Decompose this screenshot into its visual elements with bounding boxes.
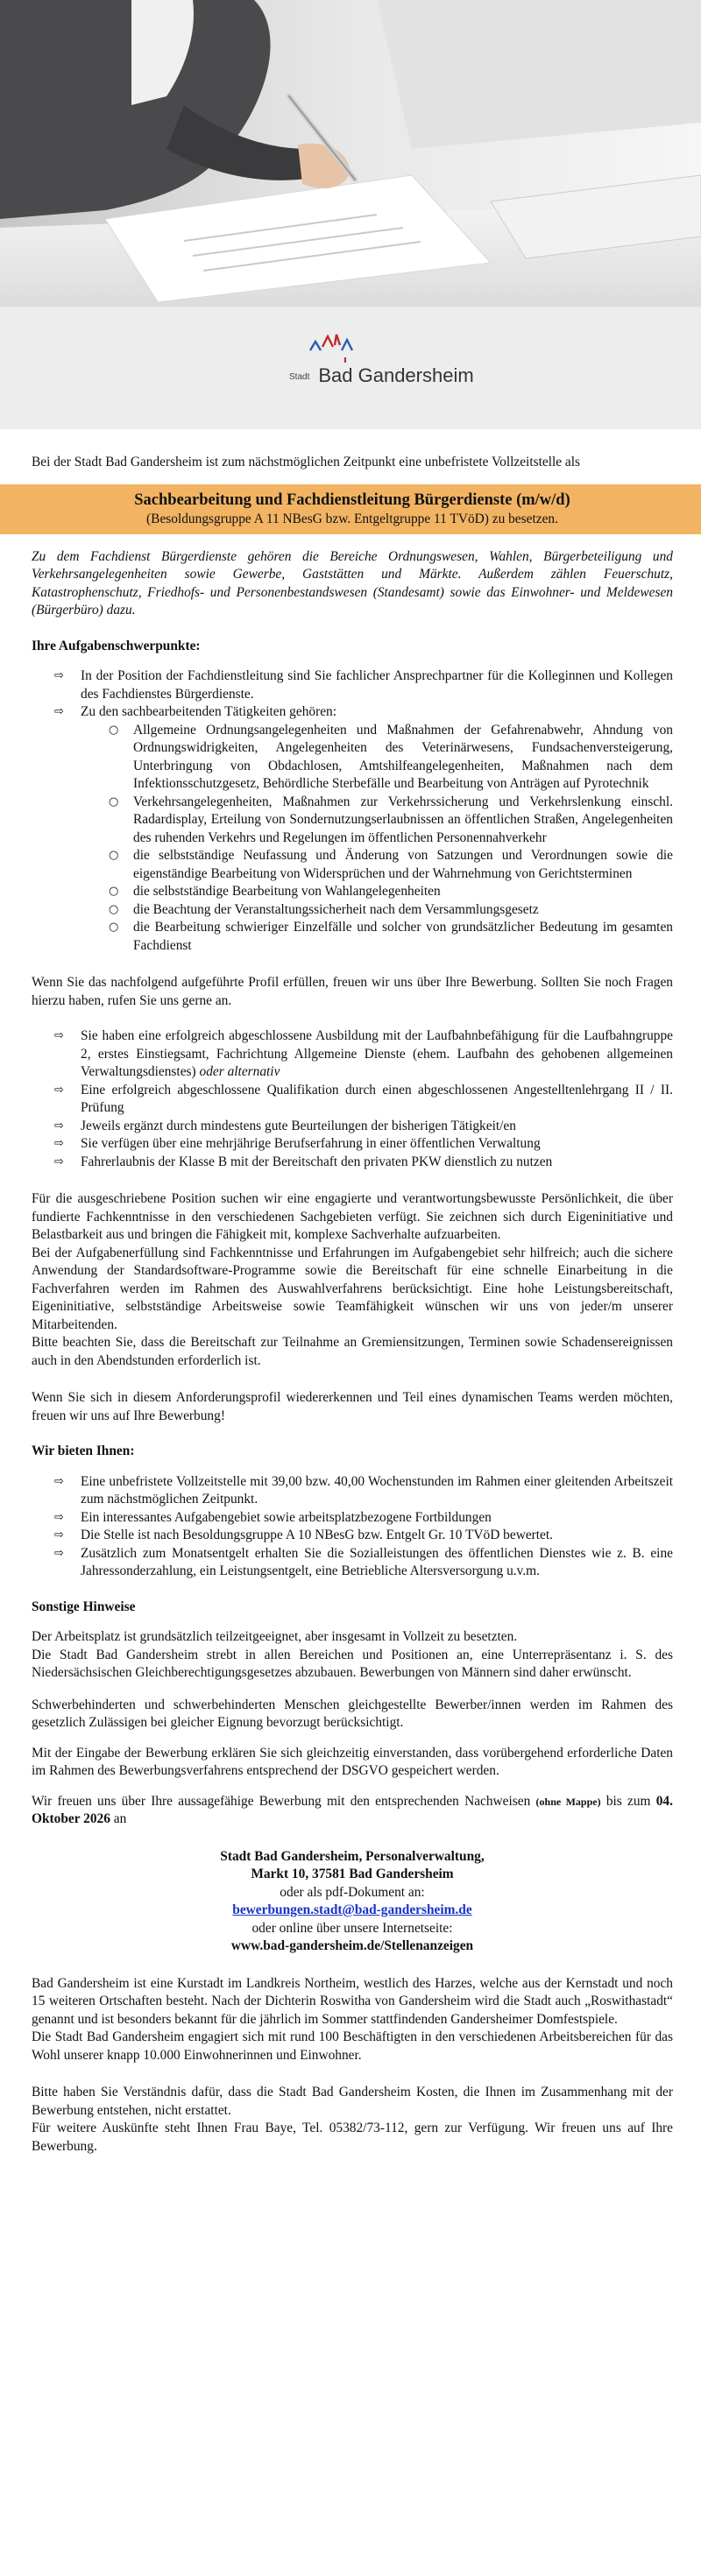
about-p1: Bad Gandersheim ist eine Kurstadt im Landkreis Northeim, westlich des Harzes, welche aus der Kernstadt und noch 15 weiteren Ortschaften besteht. Nach der Dichterin Roswitha von Gandersheim wird die Stadt auch „Roswithastadt“ genannt und ist besonders bekannt für die jährlich im Sommer stattfindenden Gandersheimer Domfestspiele.	[32, 1975, 673, 2027]
logo-name: Bad Gandersheim	[318, 364, 474, 386]
arrow-icon: ⇨	[54, 1137, 64, 1150]
list-item: ○ Allgemeine Ordnungsangelegenheiten und Maßnahmen der Gefahrenabwehr, Ahndung von Ordnungswidrigkeiten, Angelegenheiten des Veterinärwesens, Fundsachenversteigerung, Unterbringung von Obdachlosen, Amtshilfeangelegenheiten, Maßnahmen nach dem Infektionsschutzgesetz, Behördliche Sterbefälle und Bearbeitung von Anträgen auf Pyrotechnik	[109, 722, 673, 791]
list-item: ○ die Bearbeitung schwieriger Einzelfälle und solcher von grundsätzlicher Bedeutung im gesamten Fachdienst	[109, 920, 673, 953]
arrow-icon: ⇨	[54, 1083, 64, 1097]
deadline-text: Wir freuen uns über Ihre aussagefähige Bewerbung mit den entsprechenden Nachweisen (ohne Mappe) bis zum 04. Oktober 2026 an	[32, 1793, 673, 1826]
offer-heading: Wir bieten Ihnen:	[32, 1443, 135, 1458]
notes-p3: Schwerbehinderten und schwerbehinderten Menschen gleichgestellte Bewerber/innen werden im Rahmen des gesetzlich Zulässigen bei gleicher Eignung bevorzugt berücksichtigt.	[32, 1697, 673, 1730]
city-logo	[289, 335, 474, 387]
intro-text: Bei der Stadt Bad Gandersheim ist zum nächstmöglichen Zeitpunkt eine unbefristete Vollzeitstelle als	[32, 455, 581, 469]
address-line-2: Markt 10, 37581 Bad Gandersheim	[251, 1867, 454, 1881]
closing-p2: Für weitere Auskünfte steht Ihnen Frau Baye, Tel. 05382/73-112, gern zur Verfügung. Wir freuen uns auf Ihre Bewerbung.	[32, 2121, 673, 2154]
list-item: ⇨ In der Position der Fachdienstleitung sind Sie fachlicher Ansprechpartner für die Kolleginnen und Kollegen des Fachdienstes Bürgerdienste.	[54, 668, 673, 702]
address-block	[32, 1848, 673, 1956]
notes-block	[32, 1628, 673, 1683]
position-banner	[0, 484, 701, 534]
address-line-3: oder als pdf-Dokument an:	[280, 1884, 425, 1900]
circle-icon: ○	[109, 849, 119, 862]
department-description: Zu dem Fachdienst Bürgerdienste gehören die Bereiche Ordnungswesen, Wahlen, Bürgerbeteiligung und Verkehrsangelegenheiten sowie Gewerbe, Gaststätten und Märkte. Außerdem zählen Feuerschutz, Katastrophenschutz, Friedhofs- und Personenbestandswesen (Standesamt) sowie das Einwohner- und Meldewesen (Bürgerbüro) dazu.	[32, 548, 673, 618]
profile-intro: Wenn Sie das nachfolgend aufgeführte Profil erfüllen, freuen wir uns über Ihre Bewerbung. Sollten Sie noch Fragen hierzu haben, rufen Sie uns gerne an.	[32, 975, 673, 1008]
about-block	[32, 1975, 673, 2065]
team-text: Wenn Sie sich in diesem Anforderungsprofil wiedererkennen und Teil eines dynamischen Teams werden möchten, freuen wir uns auf Ihre Bewerbung!	[32, 1390, 673, 1423]
arrow-icon: ⇨	[54, 1546, 64, 1560]
hero-photo	[0, 0, 701, 307]
email-link[interactable]: bewerbungen.stadt@bad-gandersheim.de	[232, 1902, 472, 1917]
notes-p1: Der Arbeitsplatz ist grundsätzlich teilzeitgeeignet, aber insgesamt in Vollzeit zu besetzten.	[32, 1629, 518, 1644]
personality-p3: Bitte beachten Sie, dass die Bereitschaft zur Teilnahme an Gremiensitzungen, Terminen sowie Schadensereignissen auch in den Abendstunden erforderlich ist.	[32, 1335, 673, 1368]
notes-p2: Die Stadt Bad Gandersheim strebt in allen Bereichen und Positionen an, eine Unterrepräsentanz i. S. des Niedersächsischen Gleichberechtigungsgesetzes abzubauen. Bewerbungen von Männern sind daher erwünscht.	[32, 1647, 673, 1680]
list-item: ○ die selbstständige Bearbeitung von Wahlangelegenheiten	[32, 883, 673, 901]
circle-icon: ○	[109, 794, 119, 808]
logo-small-text: Stadt	[289, 372, 310, 382]
circle-icon: ○	[109, 885, 119, 898]
address-line-5: oder online über unsere Internetseite:	[251, 1920, 453, 1936]
subtasks-list	[32, 722, 673, 956]
main-content	[32, 454, 673, 2156]
personality-p2: Bei der Aufgabenerfüllung sind Fachkenntnisse und Erfahrungen im Aufgabengebiet sehr hilfreich; auch die sichere Anwendung der Standardsoftware-Programme sowie die Bereitschaft für eine schnelle Einarbeitung in die Fachverfahren werden im Rahmen des Auswahlverfahrens berücksichtigt. Eine hohe Leistungsbereitschaft, Eigeninitiative, selbstständige Arbeitsweise sowie Teamfähigkeit wünschen wir uns von jeder/m unserer Mitarbeitenden.	[32, 1245, 673, 1332]
arrow-icon: ⇨	[54, 705, 64, 718]
arrow-icon: ⇨	[54, 1119, 64, 1133]
notes-p4: Mit der Eingabe der Bewerbung erklären Sie sich gleichzeitig einverstanden, dass vorübergehend erforderliche Daten im Rahmen des Bewerbungsverfahrens entsprechend der DSGVO gespeichert werden.	[32, 1745, 673, 1778]
about-p2: Die Stadt Bad Gandersheim engagiert sich mit rund 100 Beschäftigten in den verschiedenen Arbeitsbereichen für das Wohl unserer knapp 10.000 Einwohnerinnen und Einwohner.	[32, 2029, 673, 2063]
list-item: ⇨ Eine unbefristete Vollzeitstelle mit 39,00 bzw. 40,00 Wochenstunden im Rahmen einer gleitenden Arbeitszeit zum nächstmöglichen Zeitpunkt.	[54, 1473, 673, 1507]
closing-block	[32, 2084, 673, 2156]
list-item: ⇨ Zusätzlich zum Monatsentgelt erhalten Sie die Sozialleistungen des öffentlichen Dienstes wie z. B. eine Jahressonderzahlung, ein Leistungsentgelt, eine Betriebliche Altersversorgung u.v.m.	[54, 1545, 673, 1578]
arrow-icon: ⇨	[54, 1510, 64, 1524]
city-skyline-logo-icon	[307, 331, 359, 363]
list-item: ⇨ Ein interessantes Aufgabengebiet sowie arbeitsplatzbezogene Fortbildungen	[32, 1509, 673, 1528]
list-item: ○ die Beachtung der Veranstaltungssicherheit nach dem Versammlungsgesetz	[32, 901, 673, 920]
website-link[interactable]: www.bad-gandersheim.de/Stellenanzeigen	[230, 1938, 474, 1953]
arrow-icon: ⇨	[54, 1528, 64, 1542]
list-item: ⇨ Sie verfügen über eine mehrjährige Berufserfahrung in einer öffentlichen Verwaltung	[32, 1135, 673, 1154]
arrow-icon: ⇨	[54, 1029, 64, 1042]
list-item: ○ Verkehrsangelegenheiten, Maßnahmen zur Verkehrssicherung und Verkehrslenkung einschl. Radardisplay, Erteilung von Sondernutzungserlaubnissen an öffentlichen Straßen, Angelegenheiten des ruhenden Verkehrs und Regelungen im öffentlichen Personennahverkehr	[109, 794, 673, 845]
requirements-list	[32, 1027, 673, 1171]
arrow-icon: ⇨	[54, 669, 64, 682]
list-item: ⇨ Fahrerlaubnis der Klasse B mit der Bereitschaft den privaten PKW dienstlich zu nutzen	[32, 1154, 673, 1172]
circle-icon: ○	[109, 723, 119, 737]
list-item: ⇨ Sie haben eine erfolgreich abgeschlossene Ausbildung mit der Laufbahnbefähigung für die Laufbahngruppe 2, erstes Einstiegsamt, Fachrichtung Allgemeine Dienste (ehem. Laufbahn des gehobenen allgemeinen Verwaltungsdienstes) oder alternativ	[54, 1028, 673, 1079]
tasks-heading: Ihre Aufgabenschwerpunkte:	[32, 638, 201, 653]
arrow-icon: ⇨	[54, 1474, 64, 1488]
position-title: Sachbearbeitung und Fachdienstleitung Bürgerdienste (m/w/d)	[134, 490, 570, 509]
closing-p1: Bitte haben Sie Verständnis dafür, dass die Stadt Bad Gandersheim Kosten, die Ihnen im Zusammenhang mit der Bewerbung entstehen, nicht erstattet.	[32, 2085, 673, 2118]
circle-icon: ○	[109, 921, 119, 934]
list-item: ○ die selbstständige Neufassung und Änderung von Satzungen und Verordnungen sowie die eigenständige Bearbeitung von Widersprüchen und der Wahrnehmung von Gerichtsterminen	[109, 848, 673, 881]
notes-heading: Sonstige Hinweise	[32, 1599, 136, 1614]
list-item: ⇨ Jeweils ergänzt durch mindestens gute Beurteilungen der bisherigen Tätigkeit/en	[32, 1118, 673, 1136]
deadline-date: 04. Oktober 2026	[32, 1793, 673, 1826]
position-subtitle: (Besoldungsgruppe A 11 NBesG bzw. Entgeltgruppe 11 TVöD) zu besetzen.	[146, 511, 558, 526]
list-item: ⇨ Zu den sachbearbeitenden Tätigkeiten gehören: ○ Allgemeine Ordnungsangelegenheiten und Maßnahmen der Gefahrenabwehr, Ahndung von Ordnungswidrigkeiten, Angelegenheiten des Veterinärwesens, Fundsachenversteigerung, Unterbringung von Obdachlosen, Amtshilfeangelegenheiten, Maßnahmen nach dem Infektionsschutzgesetz, Behördliche Sterbefälle und Bearbeitung von Anträgen auf Pyrotechnik ○ Verkehrsangelegenheiten, Maßnahmen zur Verkehrssicherung und Verkehrslenkung einschl. Radardisplay, Erteilung von Sondernutzungserlaubnissen an öffentlichen Straßen, Angelegenheiten des ruhenden Verkehrs und Regelungen im öffentlichen Personennahverkehr ○ die selbstständige Neufassung und Änderung von Satzungen und Verordnungen sowie die eigenständige Bearbeitung von Widersprüchen und der Wahrnehmung von Gerichtsterminen ○ die selbstständige Bearbeitung von Wahlangelegenheiten ○ die Beachtung der Veranstaltungssicherheit nach dem Versammlungsgesetz ○ die Bearbeitung schwieriger Einzelfälle und solcher von grundsätzlicher Bedeutung im gesamten Fachdienst	[32, 703, 673, 955]
arrow-icon: ⇨	[54, 1154, 64, 1168]
address-line-1: Stadt Bad Gandersheim, Personalverwaltung,	[220, 1848, 485, 1864]
list-item: ⇨ Eine erfolgreich abgeschlossene Qualifikation durch einen abgeschlossenen Angestelltenlehrgang II / II. Prüfung	[54, 1082, 673, 1115]
offer-list	[32, 1473, 673, 1581]
office-photo-illustration	[0, 0, 701, 307]
list-item: ⇨ Die Stelle ist nach Besoldungsgruppe A 10 NBesG bzw. Entgelt Gr. 10 TVöD bewertet.	[32, 1527, 673, 1545]
personality-section	[32, 1190, 673, 1370]
tasks-list	[32, 667, 673, 955]
personality-p1: Für die ausgeschriebene Position suchen wir eine engagierte und verantwortungsbewusste Persönlichkeit, die über fundierte Fachkenntnisse in den verschiedenen Sachgebieten verfügt. Sie zeichnen sich durch Eigeninitiative und Belastbarkeit aus und bringen die Fähigkeit mit, komplexe Sachverhalte aufzuarbeiten.	[32, 1191, 673, 1242]
circle-icon: ○	[109, 902, 119, 916]
